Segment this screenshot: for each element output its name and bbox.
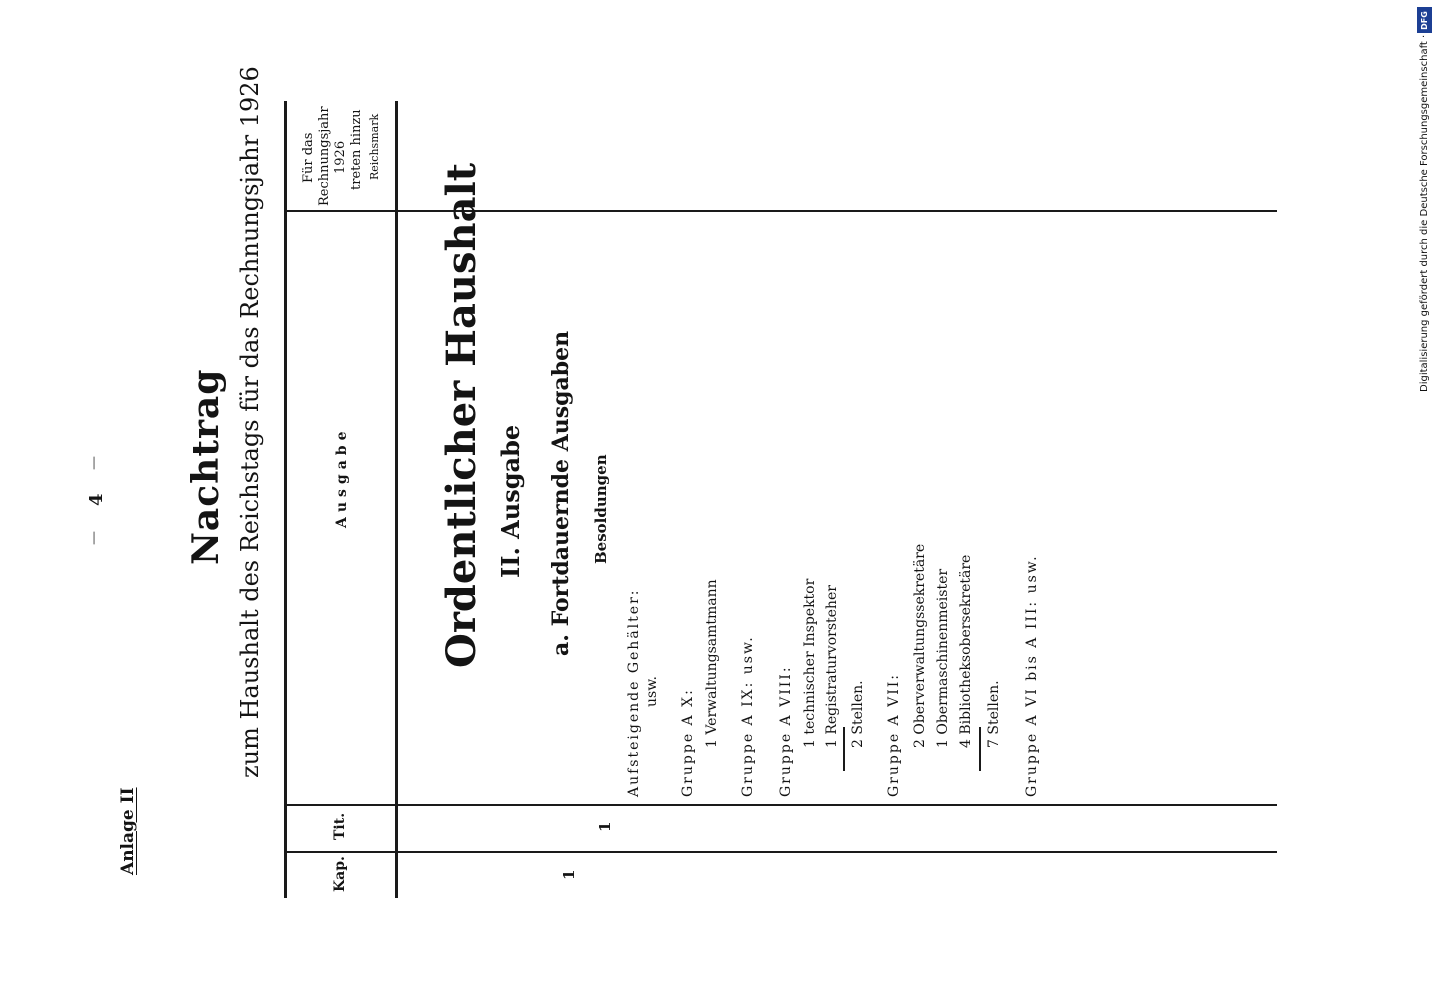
table-rule-header <box>395 101 398 898</box>
row-a-viii-registraturvorsteher: 1 Registraturvorsteher <box>824 585 840 748</box>
header-amount-line2: Rechnungsjahr <box>317 106 332 206</box>
section-fortdauernde-ausgaben: a. Fortdauernde Ausgaben <box>548 330 574 656</box>
row-a-vii-bibliotheksobersekretaere: 4 Bibliotheksobersekretäre <box>958 554 974 748</box>
row-gruppe-a-vi-bis-a-iii: Gruppe A VI bis A III: usw. <box>1024 554 1040 797</box>
row-a-vii-oberverwaltungssekretaere: 2 Oberverwaltungssekretäre <box>912 543 928 748</box>
digitization-credit: Digitalisierung gefördert durch die Deutsche Forschungsgemeinschaft · <box>1419 34 1430 392</box>
page-dash-bottom: — <box>86 456 102 470</box>
row-a-vii-obermaschinenmeister: 1 Obermaschinenmeister <box>935 568 951 748</box>
tit-value: 1 <box>596 821 614 832</box>
dfg-logo: DFG <box>1417 7 1432 33</box>
row-gruppe-a-ix: Gruppe A IX: usw. <box>740 635 756 797</box>
row-a-x-verwaltungsamtmann: 1 Verwaltungsamtmann <box>704 579 720 748</box>
column-rule-kap <box>287 851 1277 853</box>
kap-value: 1 <box>560 869 578 880</box>
section-ausgabe: II. Ausgabe <box>496 424 525 578</box>
header-amount-line3: 1926 <box>333 140 348 174</box>
table-rule-top <box>284 101 287 898</box>
row-aufsteigende-gehaelter: Aufsteigende Gehälter: <box>626 588 642 797</box>
header-amount-line5: Reichsmark <box>368 113 381 180</box>
section-besoldungen: Besoldungen <box>592 454 610 564</box>
row-a-vii-sum-rule <box>979 727 981 771</box>
header-amount-line1: Für das <box>301 132 316 183</box>
document-title: Nachtrag <box>185 368 227 565</box>
row-gruppe-a-viii: Gruppe A VIII: <box>778 665 794 797</box>
header-ausgabe: Ausgabe <box>334 426 350 528</box>
column-rule-amount <box>287 210 1277 212</box>
row-a-viii-total: 2 Stellen. <box>850 680 866 748</box>
header-kap: Kap. <box>332 856 348 892</box>
section-ordentlicher-haushalt: Ordentlicher Haushalt <box>438 162 485 668</box>
annex-label: Anlage II <box>118 787 138 875</box>
row-a-viii-sum-rule <box>843 727 845 771</box>
header-tit: Tit. <box>332 812 348 840</box>
page-number: 4 <box>86 493 107 506</box>
page-dash-top: — <box>86 531 102 545</box>
row-aufsteigende-usw: usw. <box>644 676 660 707</box>
document-subtitle: zum Haushalt des Reichstags für das Rechnungsjahr 1926 <box>236 66 264 778</box>
row-gruppe-a-vii: Gruppe A VII: <box>886 673 902 797</box>
column-rule-tit <box>287 804 1277 806</box>
row-a-vii-total: 7 Stellen. <box>986 680 1002 748</box>
row-a-viii-inspektor: 1 technischer Inspektor <box>802 578 818 748</box>
row-gruppe-a-x: Gruppe A X: <box>680 688 696 797</box>
header-amount-line4: treten hinzu <box>349 109 364 190</box>
